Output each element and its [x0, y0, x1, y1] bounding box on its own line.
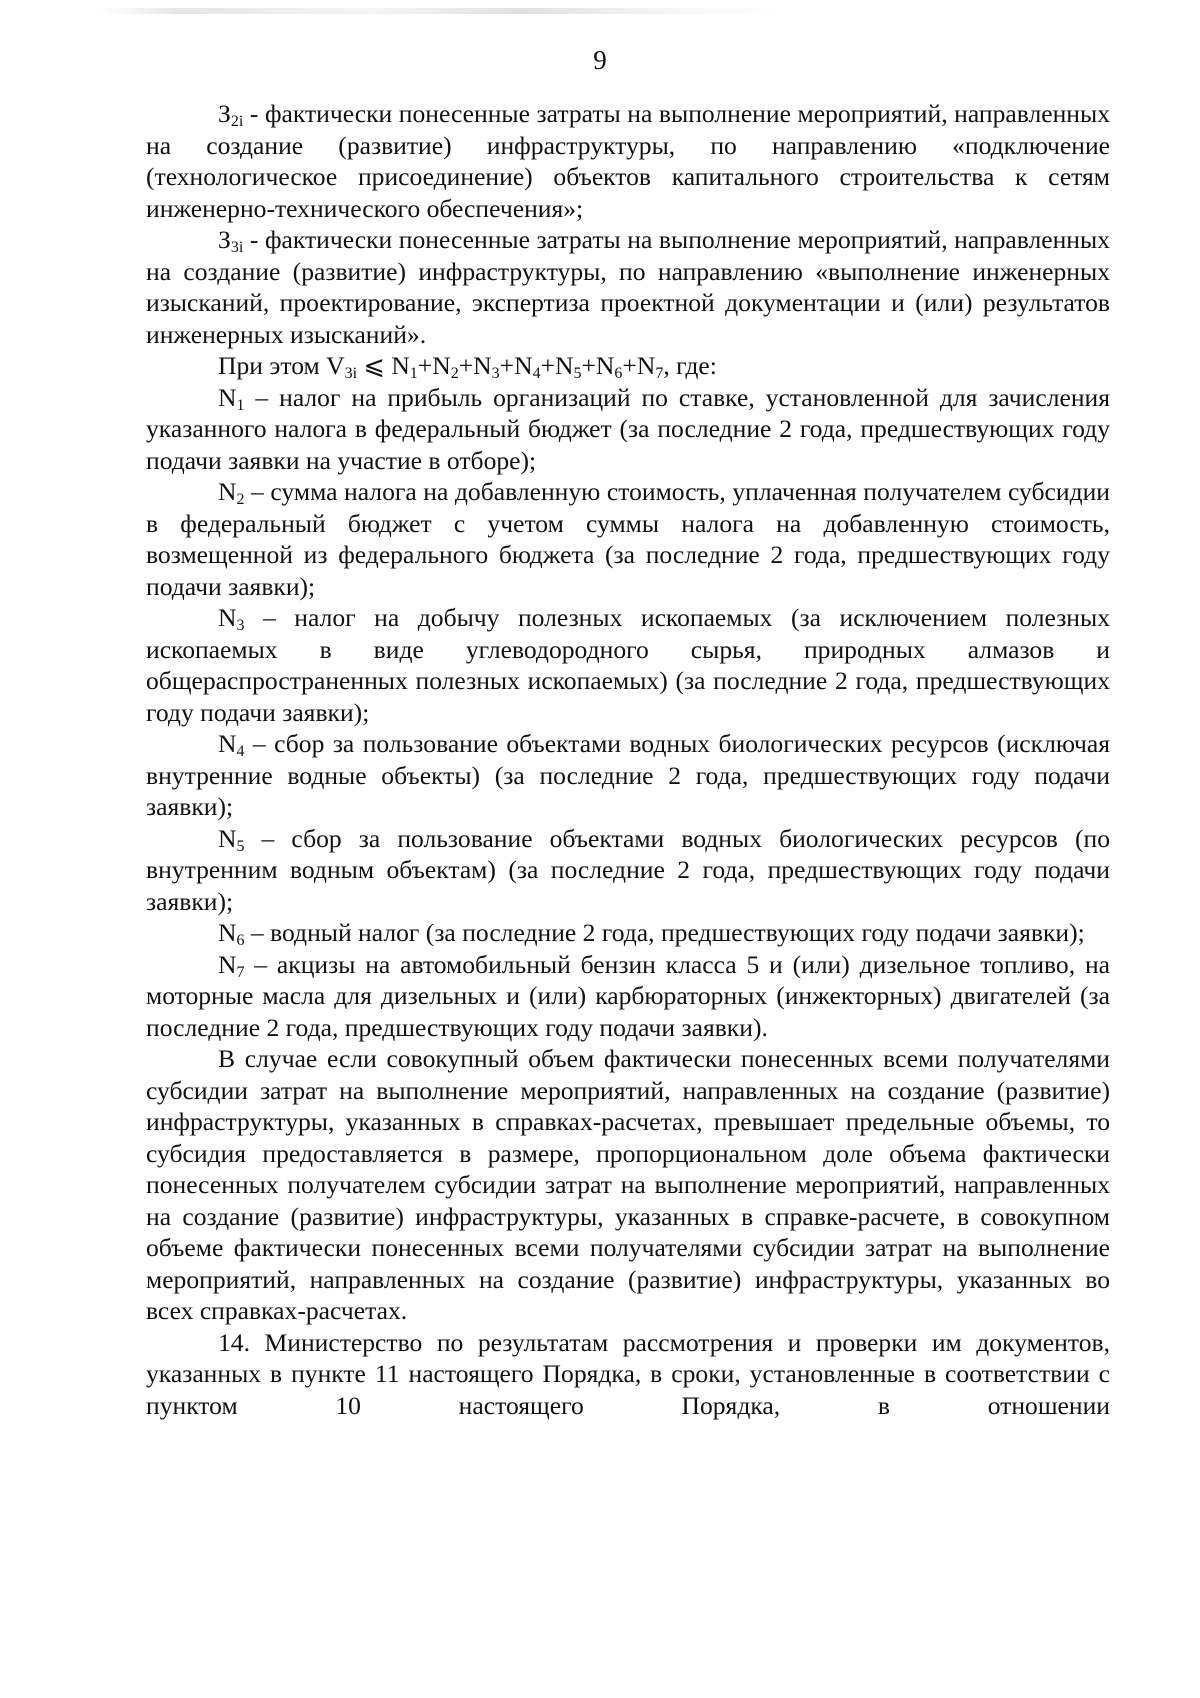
page-number: 9 — [593, 45, 607, 75]
symbol: N — [218, 382, 237, 412]
document-body — [146, 98, 1110, 1421]
paragraph-excess-volume: В случае если совокупный объем фактически понесенных всеми получателями субсидии затрат на выполнение мероприятий, направленных на создание (развитие) инфраструктуры, указанных в справках-расчетах, превышает предельные объемы, то субсидия предоставляется в размере, пропорциональном доле объема фактически понесенных получателем субсидии затрат на выполнение мероприятий, направленных на создание (развитие) инфраструктуры, указанных в справке-расчете, в совокупном объеме фактически понесенных всеми получателями субсидии затрат на выполнение мероприятий, направленных на создание (развитие) инфраструктуры, указанных во всех справках-расчетах. — [146, 1044, 1110, 1325]
formula-term-subscript: 5 — [573, 365, 582, 382]
formula-term-subscript: 1 — [409, 365, 418, 382]
paragraph-n7 — [146, 949, 1110, 1044]
formula-term-subscript: 7 — [655, 365, 664, 382]
formula-term-subscript: 2 — [450, 365, 459, 382]
symbol-subscript: 2 — [236, 491, 245, 508]
formula-prefix: При этом V — [218, 351, 345, 380]
paragraph-text: – сумма налога на добавленную стоимость, уплаченная получателем субсидии в федеральный бюджет с учетом суммы налога на добавленную стоимость, возмещенной из федерального бюджета (за последние 2 года, предшествующих году подачи заявки); — [146, 477, 1110, 601]
paragraph-text: – сбор за пользование объектами водных биологических ресурсов (по внутренним водным объектам) (за последние 2 года, предшествующих году подачи заявки); — [146, 823, 1110, 916]
paragraph-n6 — [146, 917, 1110, 949]
symbol: N — [218, 918, 237, 947]
formula-paragraph — [146, 350, 1110, 382]
symbol: N — [218, 603, 237, 632]
paragraph-text: – налог на добычу полезных ископаемых (за исключением полезных ископаемых в виде углеводородного сырья, природных алмазов и общераспространенных полезных ископаемых) (за последние 2 года, предшествующих году подачи заявки); — [146, 603, 1110, 727]
symbol: N — [218, 477, 237, 506]
symbol-subscript: 1 — [236, 396, 245, 414]
symbol-subscript: 4 — [236, 743, 245, 760]
symbol-subscript: 5 — [236, 837, 245, 855]
symbol-subscript: 3i — [230, 239, 244, 256]
symbol: N — [218, 729, 237, 758]
paragraph-n1 — [146, 382, 1110, 477]
formula-term-symbol: +N — [622, 351, 656, 380]
formula-term-subscript: 6 — [614, 365, 623, 382]
paragraph-n2 — [146, 476, 1110, 602]
formula-term-subscript: 4 — [532, 365, 541, 382]
formula-term-symbol: +N — [499, 351, 533, 380]
scan-edge-artifact — [100, 8, 780, 14]
formula-relation: ⩽ — [357, 351, 392, 380]
symbol: N — [218, 823, 237, 853]
symbol-subscript: 7 — [236, 963, 245, 981]
paragraph-text: – налог на прибыль организаций по ставке, установленной для зачисления указанного налога в федеральный бюджет (за последние 2 года, предшествующих году подачи заявки на участие в отборе); — [146, 382, 1110, 475]
paragraph-n3 — [146, 602, 1110, 728]
formula-term-symbol: +N — [540, 351, 574, 380]
formula-suffix: , где: — [663, 351, 717, 380]
paragraph-z2i — [146, 98, 1110, 224]
paragraph-text: – акцизы на автомобильный бензин класса 5 и (или) дизельное топливо, на моторные масла для дизельных и (или) карбюраторных (инжекторных) двигателей (за последние 2 года, предшествующих году подачи заявки). — [146, 949, 1110, 1042]
symbol-subscript: 2i — [230, 113, 244, 130]
symbol-subscript: 3 — [236, 617, 245, 634]
formula-v-subscript: 3i — [344, 365, 358, 382]
formula-term-symbol: N — [391, 351, 410, 380]
paragraph-n5 — [146, 823, 1110, 918]
formula-term-symbol: +N — [581, 351, 615, 380]
symbol: З — [218, 225, 231, 254]
symbol: З — [218, 99, 231, 128]
symbol-subscript: 6 — [236, 932, 245, 949]
paragraph-text: – водный налог (за последние 2 года, предшествующих году подачи заявки); — [244, 918, 1085, 947]
paragraph-item-14: 14. Министерство по результатам рассмотрения и проверки им документов, указанных в пункте 11 настоящего Порядка, в сроки, установленные в соответствии с пунктом 10 настоящего Порядка, в отношении — [146, 1327, 1110, 1420]
paragraph-text: - фактически понесенные затраты на выполнение мероприятий, направленных на создание (развитие) инфраструктуры, по направлению «выполнение инженерных изысканий, проектирование, экспертиза проектной документации и (или) результатов инженерных изысканий». — [146, 225, 1110, 349]
formula-term-subscript: 3 — [491, 365, 500, 382]
paragraph-z3i — [146, 224, 1110, 350]
paragraph-text: – сбор за пользование объектами водных биологических ресурсов (исключая внутренние водные объекты) (за последние 2 года, предшествующих году подачи заявки); — [146, 729, 1110, 821]
paragraph-text: - фактически понесенные затраты на выполнение мероприятий, направленных на создание (развитие) инфраструктуры, по направлению «подключение (технологическое присоединение) объектов капитального строительства к сетям инженерно-технического обеспечения»; — [146, 99, 1110, 223]
paragraph-n4 — [146, 728, 1110, 823]
formula-term-symbol: +N — [417, 351, 451, 380]
symbol: N — [218, 949, 237, 979]
formula-term-symbol: +N — [458, 351, 492, 380]
